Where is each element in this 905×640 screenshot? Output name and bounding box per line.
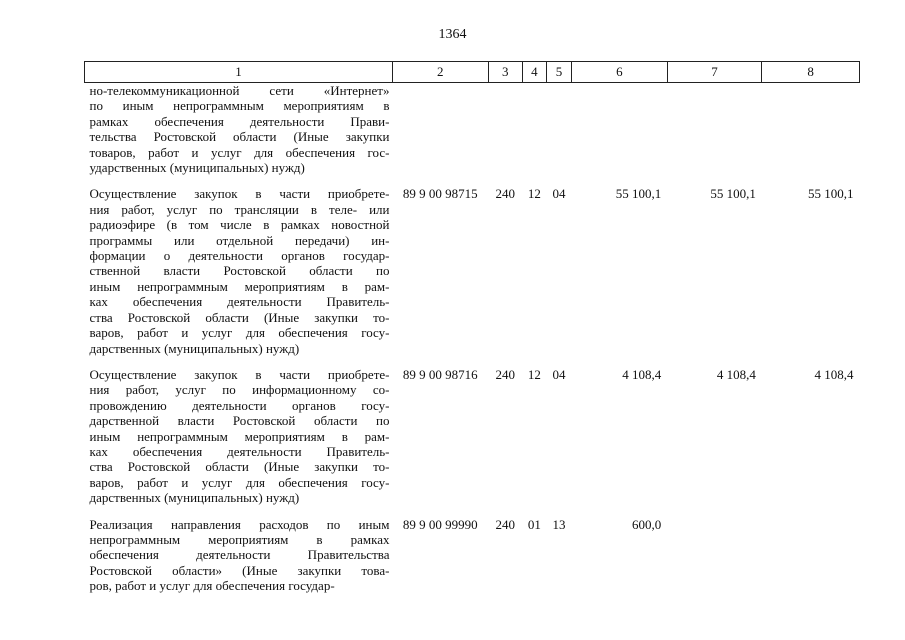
- description-line: программы или отдельной передачи) ин-: [89, 232, 390, 248]
- section-code: 01: [527, 516, 541, 532]
- column-header-3: 3: [488, 62, 522, 83]
- description-line: ров, работ и услуг для обеспечения государ-: [89, 578, 335, 594]
- column-header-5: 5: [546, 62, 571, 83]
- description-line: ния работ, услуг по трансляции в теле- или: [89, 201, 390, 217]
- expense-type-code: 240: [495, 366, 515, 382]
- amount-year-1: 4 108,4: [622, 366, 662, 382]
- column-header-1: 1: [85, 62, 393, 83]
- subsection-code: 04: [552, 366, 566, 382]
- description-line: товаров, работ и услуг для обеспечения гос-: [89, 144, 390, 160]
- amount-year-2: [667, 83, 762, 187]
- description-line: обеспечения деятельности Правительства: [89, 547, 390, 563]
- description-line: по иным непрограммным мероприятиям в: [89, 98, 390, 114]
- amount-year-3: 4 108,4: [814, 366, 854, 382]
- amount-year-2: [667, 517, 762, 605]
- expense-type-code: [488, 83, 522, 187]
- description-line: ках обеспечения деятельности Правитель-: [89, 443, 390, 459]
- section-code: [522, 83, 546, 187]
- target-article-code: 89 9 00 98715: [402, 186, 478, 202]
- column-header-4: 4: [522, 62, 546, 83]
- description-line: варов, работ и услуг для обеспечения госу-: [89, 325, 390, 341]
- description-line: ства Ростовской области (Иные закупки то-: [89, 459, 390, 475]
- column-header-8: 8: [762, 62, 860, 83]
- description-line: формации о деятельности органов государ-: [89, 248, 390, 264]
- target-article-code: 89 9 00 99990: [402, 516, 478, 532]
- description-line: непрограммным мероприятиям в рамках: [89, 531, 390, 547]
- description-line: Ростовской области» (Иные закупки това-: [89, 562, 390, 578]
- description-line: радиоэфире (в том числе в рамках новостной: [89, 217, 390, 233]
- amount-year-1: [572, 83, 668, 187]
- description-line: варов, работ и услуг для обеспечения госу-: [89, 474, 390, 490]
- target-article-code: [392, 83, 488, 187]
- section-code: 12: [527, 186, 541, 202]
- description-line: провождению деятельности органов госу-: [89, 397, 390, 413]
- budget-table-container: [84, 61, 860, 605]
- description-line: ния работ, услуг по информационному со-: [89, 382, 390, 398]
- amount-year-3: [762, 517, 860, 605]
- description-line: ударственных (муниципальных) нужд): [89, 160, 305, 176]
- amount-year-1: 55 100,1: [615, 186, 662, 202]
- description-line: но-телекоммуникационной сети «Интернет»: [89, 83, 390, 98]
- description-line: Реализация направления расходов по иным: [89, 516, 390, 532]
- page-number: 1364: [438, 27, 467, 42]
- description-line: иным непрограммным мероприятиям в рам-: [89, 278, 390, 294]
- description-line: дарственной власти Ростовской области по: [89, 413, 390, 429]
- expense-description: [85, 517, 393, 605]
- column-header-2: 2: [392, 62, 488, 83]
- expense-description: [85, 83, 393, 187]
- description-line: тельства Ростовской области (Иные закупки: [89, 129, 390, 145]
- expense-type-code: 240: [495, 516, 515, 532]
- table-row: [85, 186, 860, 366]
- expense-description: [85, 367, 393, 517]
- section-code: 12: [527, 366, 541, 382]
- table-header: [85, 62, 860, 83]
- table-row: [85, 367, 860, 517]
- description-line: дарственных (муниципальных) нужд): [89, 490, 300, 506]
- description-line: рамках обеспечения деятельности Прави-: [89, 113, 390, 129]
- expense-type-code: 240: [495, 186, 515, 202]
- amount-year-3: 55 100,1: [808, 186, 854, 202]
- column-header-7: 7: [667, 62, 762, 83]
- table-row: [85, 83, 860, 187]
- description-line: ства Ростовской области (Иные закупки то-: [89, 309, 390, 325]
- description-line: ственной власти Ростовской области по: [89, 263, 390, 279]
- budget-table: [84, 61, 860, 605]
- amount-year-3: [762, 83, 860, 187]
- table-body: [85, 83, 860, 605]
- subsection-code: 13: [552, 516, 566, 532]
- target-article-code: 89 9 00 98716: [402, 366, 478, 382]
- table-row: [85, 517, 860, 605]
- description-line: ках обеспечения деятельности Правитель-: [89, 294, 390, 310]
- description-line: иным непрограммным мероприятиям в рам-: [89, 428, 390, 444]
- amount-year-2: 55 100,1: [710, 186, 756, 202]
- amount-year-1: 600,0: [631, 516, 662, 532]
- description-line: дарственных (муниципальных) нужд): [89, 340, 300, 356]
- amount-year-2: 4 108,4: [716, 366, 756, 382]
- subsection-code: 04: [552, 186, 566, 202]
- description-line: Осуществление закупок в части приобрете-: [89, 366, 390, 382]
- description-line: Осуществление закупок в части приобрете-: [89, 186, 390, 202]
- column-header-6: 6: [572, 62, 668, 83]
- expense-description: [85, 186, 393, 366]
- subsection-code: [546, 83, 571, 187]
